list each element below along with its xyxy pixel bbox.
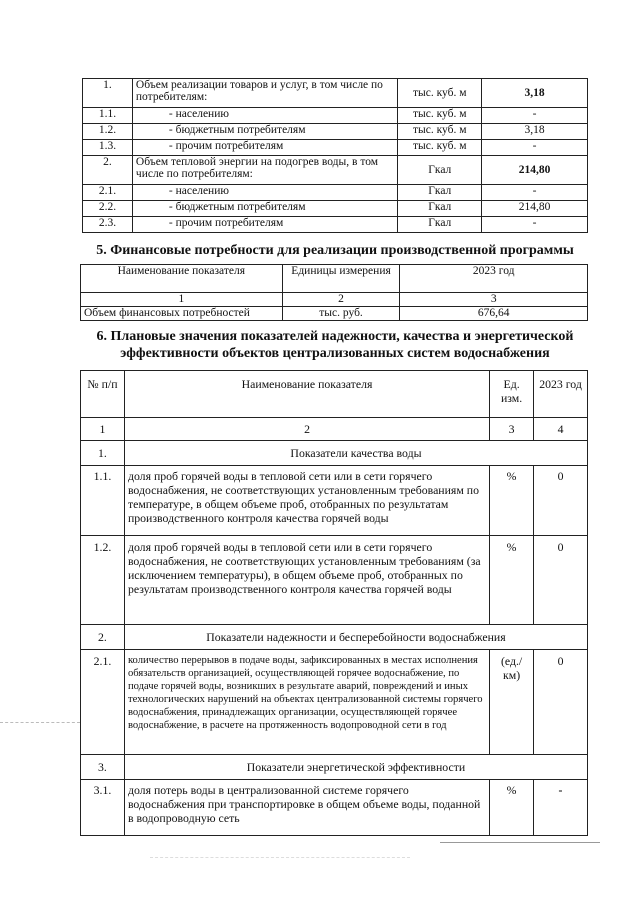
row-number: 2.1. (83, 185, 133, 201)
index-2: 2 (124, 418, 489, 441)
row-unit: % (490, 780, 534, 836)
index-1: 1 (81, 418, 125, 441)
row-name: - населению (132, 108, 397, 124)
group-title: Показатели качества воды (124, 441, 587, 466)
header-unit: Единицы измерения (282, 265, 400, 293)
index-row (81, 418, 588, 441)
group-number: 3. (81, 755, 125, 780)
table-row (83, 108, 588, 124)
indicators-table (80, 370, 588, 836)
row-name: - бюджетным потребителям (132, 124, 397, 140)
row-number: 1.3. (83, 140, 133, 156)
table-row (83, 185, 588, 201)
group-number: 1. (81, 441, 125, 466)
group-title: Показатели надежности и бесперебойности водоснабжения (124, 625, 587, 650)
row-value: 0 (534, 650, 588, 755)
header-year: 2023 год (534, 371, 588, 418)
header-unit: Ед. изм. (490, 371, 534, 418)
scan-artifact-line (0, 722, 80, 723)
group-number: 2. (81, 625, 125, 650)
row-number: 1.2. (81, 536, 125, 625)
table-row (81, 307, 588, 321)
row-name: количество перерывов в подаче воды, зафиксированных в местах исполнения обязательств организацией, осуществляющей горячее водоснабжение, по подаче горячей воды, возникших в результате аварий, повреждений и иных технологических нарушений на объектах централизованной системы горячего водоснабжения, принадлежащих организации, осуществляющей горячее водоснабжение, в расчете на протяженность водопроводной сети в год (124, 650, 489, 755)
finance-name: Объем финансовых потребностей (81, 307, 283, 321)
section-5-title: 5. Финансовые потребности для реализации производственной программы (96, 243, 574, 258)
row-value: 214,80 (482, 156, 588, 185)
table-row (81, 466, 588, 536)
row-unit: % (490, 466, 534, 536)
row-unit: Гкал (398, 185, 482, 201)
table-row (81, 536, 588, 625)
row-number: 1.1. (81, 466, 125, 536)
group-row (81, 625, 588, 650)
row-name: - бюджетным потребителям (132, 201, 397, 217)
volume-table (82, 78, 588, 233)
row-name: доля потерь воды в централизованной системе горячего водоснабжения при транспортировке в общем объеме воды, поданной в водопроводную сеть (124, 780, 489, 836)
index-3: 3 (490, 418, 534, 441)
section-6-title-line1: 6. Плановые значения показателей надежности, качества и энергетической (96, 329, 574, 344)
row-value: 214,80 (482, 201, 588, 217)
row-name: доля проб горячей воды в тепловой сети или в сети горячего водоснабжения, не соответствующих установленным требованиям (за исключением температуры), в общем объеме проб, отобранных по результатам производственного контроля качества горячей воды (124, 536, 489, 625)
table-row (83, 156, 588, 185)
row-unit: % (490, 536, 534, 625)
row-name: - прочим потребителям (132, 217, 397, 233)
table-row (83, 201, 588, 217)
index-1: 1 (81, 293, 283, 307)
table-row (83, 140, 588, 156)
table-header-row (81, 371, 588, 418)
row-value: 0 (534, 536, 588, 625)
row-unit: (ед./км) (490, 650, 534, 755)
header-year: 2023 год (400, 265, 588, 293)
scan-artifact-line (150, 857, 410, 858)
row-name: - населению (132, 185, 397, 201)
index-2: 2 (282, 293, 400, 307)
table-row (83, 124, 588, 140)
table-header-row (81, 265, 588, 293)
row-unit: тыс. куб. м (398, 124, 482, 140)
finance-unit: тыс. руб. (282, 307, 400, 321)
header-num: № п/п (81, 371, 125, 418)
table-row (81, 780, 588, 836)
row-value: 3,18 (482, 124, 588, 140)
row-number: 1.1. (83, 108, 133, 124)
row-unit: тыс. куб. м (398, 140, 482, 156)
row-name: Объем реализации товаров и услуг, в том числе по потребителям: (132, 79, 397, 108)
finance-value: 676,64 (400, 307, 588, 321)
header-name: Наименование показателя (124, 371, 489, 418)
row-value: - (482, 185, 588, 201)
index-3: 3 (400, 293, 588, 307)
row-number: 2. (83, 156, 133, 185)
row-value: 0 (534, 466, 588, 536)
index-row (81, 293, 588, 307)
finance-table (80, 264, 588, 321)
group-row (81, 755, 588, 780)
row-number: 2.1. (81, 650, 125, 755)
table-row (83, 217, 588, 233)
index-4: 4 (534, 418, 588, 441)
row-number: 2.3. (83, 217, 133, 233)
section-6-title (80, 328, 590, 362)
row-value: - (482, 108, 588, 124)
group-title: Показатели энергетической эффективности (124, 755, 587, 780)
row-name: Объем тепловой энергии на подогрев воды, в том числе по потребителям: (132, 156, 397, 185)
row-unit: тыс. куб. м (398, 108, 482, 124)
row-number: 1.2. (83, 124, 133, 140)
row-name: доля проб горячей воды в тепловой сети или в сети горячего водоснабжения, не соответствующих установленным требованиям по температуре, в общем объеме проб, отобранных по результатам производственного контроля качества горячей воды (124, 466, 489, 536)
row-unit: тыс. куб. м (398, 79, 482, 108)
scan-artifact-line (440, 842, 600, 843)
row-unit: Гкал (398, 201, 482, 217)
group-row (81, 441, 588, 466)
row-number: 3.1. (81, 780, 125, 836)
row-value: - (482, 140, 588, 156)
row-name: - прочим потребителям (132, 140, 397, 156)
row-value: 3,18 (482, 79, 588, 108)
table-row (81, 650, 588, 755)
row-unit: Гкал (398, 156, 482, 185)
row-value: - (534, 780, 588, 836)
table-row (83, 79, 588, 108)
row-value: - (482, 217, 588, 233)
section-6-title-line2: эффективности объектов централизованных систем водоснабжения (120, 346, 550, 361)
row-number: 1. (83, 79, 133, 108)
row-number: 2.2. (83, 201, 133, 217)
header-name: Наименование показателя (81, 265, 283, 293)
row-unit: Гкал (398, 217, 482, 233)
